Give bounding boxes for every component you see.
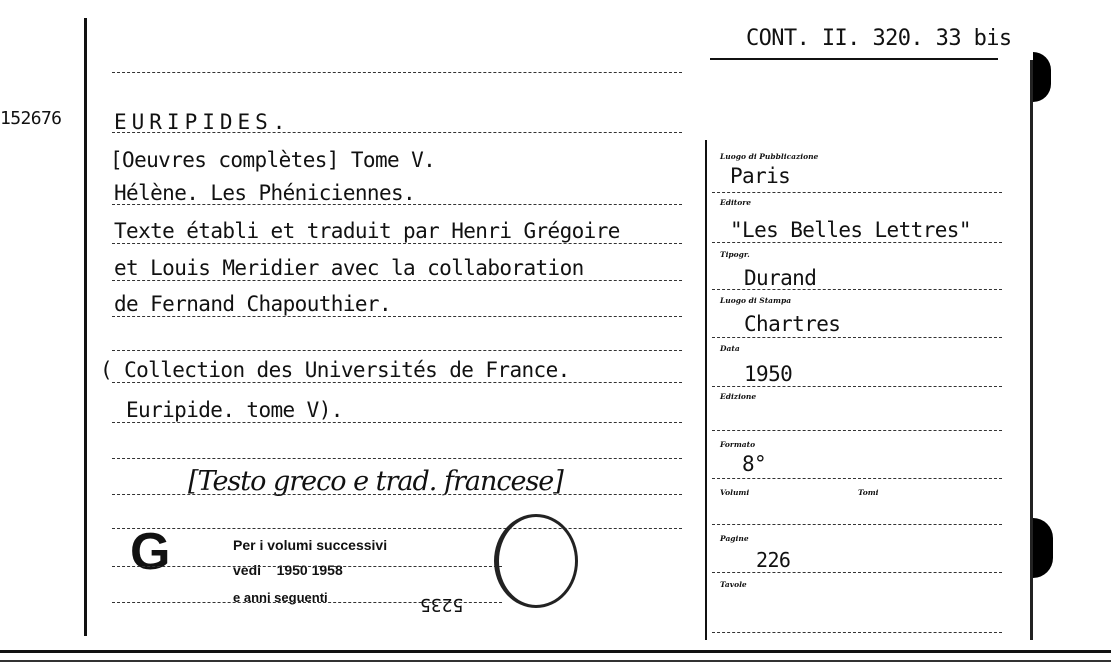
edition-label: Edizione [720,392,757,401]
title-line-2: Hélène. Les Phéniciennes. [114,181,416,205]
rule-8 [112,422,682,423]
place-rule [712,192,1002,193]
stamp-extra: 5235 [420,594,464,615]
pages-value: 226 [756,548,791,572]
stamp-line-2: vedi 1950 1958 [233,562,343,578]
handwritten-note: [Testo greco e trad. francese] [188,466,563,497]
rule-5 [112,316,682,317]
title-line-1: [Oeuvres complètes] Tome V. [110,148,436,172]
author-heading: EURIPIDES. [114,110,291,134]
title-line-5: de Fernand Chapouthier. [114,292,391,316]
place-label: Luogo di Pubblicazione [720,152,819,161]
volumes-label: Volumi [720,488,750,497]
rule-9 [112,458,682,459]
printer-value: Durand [744,266,817,290]
print-place-rule [712,337,1002,338]
series-line-1: ( Collection des Universités de France. [100,358,570,382]
rule-2 [112,204,682,205]
inventory-number: 152676 [0,108,62,129]
rule-top [112,72,682,73]
edition-rule [712,430,1002,431]
stamp-letter: G [130,523,171,581]
printer-rule [712,289,1002,290]
rule-12 [112,566,502,567]
rule-3 [112,243,682,244]
rule-7 [112,382,682,383]
rule-10 [112,494,682,495]
date-rule [712,386,1002,387]
right-column-line [705,140,707,640]
format-label: Formato [720,440,756,449]
place-value: Paris [730,164,791,188]
card-notch-bottom [1033,518,1053,578]
print-place-label: Luogo di Stampa [720,296,792,305]
call-number: CONT. II. 320. 33 bis [746,26,1012,51]
print-place-value: Chartres [744,312,841,336]
printer-label: Tipogr. [720,250,750,259]
format-rule [712,478,1002,479]
publisher-value: "Les Belles Lettres" [730,218,971,242]
rule-4 [112,280,682,281]
card-bottom-line-2 [0,660,1111,662]
date-label: Data [720,344,740,353]
publisher-label: Editore [720,198,751,207]
title-line-4: et Louis Meridier avec la collaboration [114,256,584,280]
pages-rule [712,572,1002,573]
call-number-underline [710,58,998,60]
volumes-rule [712,524,1002,525]
left-margin-line [84,18,87,636]
title-line-3: Texte établi et traduit par Henri Grégoire [114,219,620,243]
stamp-line-3: e anni seguenti [233,590,328,605]
tomes-label: Tomi [858,488,879,497]
date-value: 1950 [744,362,793,386]
plates-rule [712,632,1002,633]
card-notch-top [1033,52,1051,102]
stamp-line-1: Per i volumi successivi [233,537,388,553]
publisher-rule [712,242,1002,243]
format-value: 8° [742,452,767,476]
pages-label: Pagine [720,534,749,543]
rule-1 [112,132,682,133]
card-bottom-line [0,650,1111,653]
round-stamp [494,514,578,608]
plates-label: Tavole [720,580,747,589]
rule-6 [112,350,682,351]
series-line-2: Euripide. tome V). [126,398,343,422]
rule-11 [112,528,682,529]
rule-13 [112,602,502,603]
